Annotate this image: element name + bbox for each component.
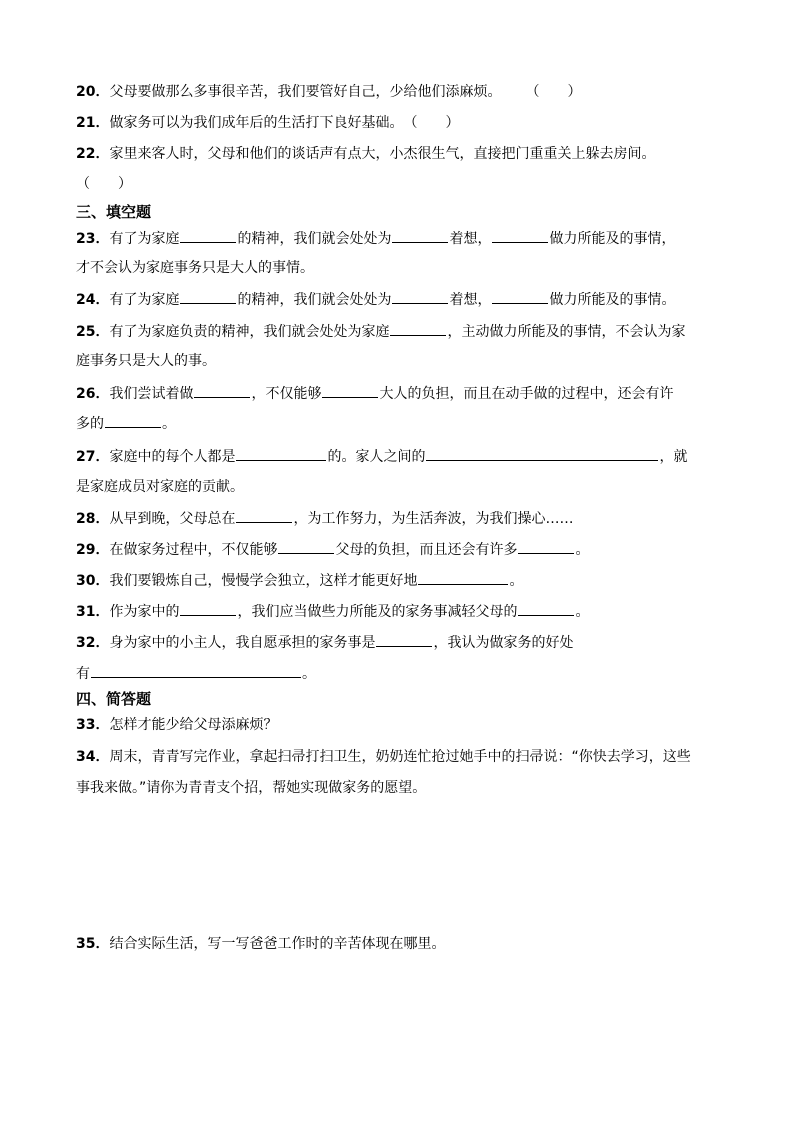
question-number: 20．	[76, 84, 110, 100]
question-text: 事我来做。”请你为青青支个招，帮她实现做家务的愿望。	[76, 780, 427, 796]
answer-blank[interactable]	[236, 508, 292, 523]
question-25	[76, 321, 714, 342]
answer-blank[interactable]	[278, 539, 334, 554]
question-text: 大人的负担，而且在动手做的过程中，还会有许	[379, 386, 674, 402]
answer-blank[interactable]	[105, 413, 161, 428]
question-text: 。	[575, 542, 590, 558]
question-text: 有了为家庭负责的精神，我们就会处处为家庭	[109, 324, 390, 340]
question-23-continued	[76, 258, 714, 278]
answer-blank[interactable]	[492, 289, 548, 304]
question-22	[76, 144, 714, 164]
answer-paren[interactable]: （ ）	[525, 84, 582, 100]
answer-blank[interactable]	[322, 383, 378, 398]
question-text: ，为工作努力，为生活奔波，为我们操心……	[293, 511, 574, 527]
question-28	[76, 508, 714, 529]
question-text: 在做家务过程中，不仅能够	[109, 542, 278, 558]
question-number: 27．	[76, 449, 110, 465]
question-text: ，我认为做家务的好处	[433, 635, 574, 651]
question-text: 作为家中的	[109, 604, 180, 620]
question-25-continued	[76, 351, 714, 371]
question-number: 22．	[76, 146, 110, 162]
question-text: ，不仅能够	[251, 386, 322, 402]
question-text: 的。家人之间的	[327, 449, 426, 465]
answer-paren[interactable]: （ ）	[76, 176, 132, 192]
question-text: 才不会认为家庭事务只是大人的事情。	[76, 260, 314, 276]
question-text: 做力所能及的事情。	[549, 292, 676, 308]
answer-blank[interactable]	[390, 321, 446, 336]
answer-blank[interactable]	[426, 446, 658, 461]
question-text: ，主动做力所能及的事情，不会认为家	[447, 324, 686, 340]
question-23	[76, 228, 714, 249]
question-text: 。	[575, 604, 590, 620]
question-text: 做力所能及的事情，	[549, 231, 676, 247]
question-number: 32．	[76, 635, 110, 651]
answer-blank[interactable]	[236, 446, 326, 461]
question-number: 34．	[76, 749, 110, 765]
question-number: 21．	[76, 115, 110, 131]
question-text: 。	[509, 573, 524, 589]
question-number: 31．	[76, 604, 110, 620]
answer-blank[interactable]	[418, 570, 508, 585]
answer-blank[interactable]	[392, 289, 448, 304]
answer-blank[interactable]	[518, 539, 574, 554]
question-text: 着想，	[449, 292, 492, 308]
question-33	[76, 715, 714, 735]
question-20	[76, 82, 714, 102]
question-text: 着想，	[449, 231, 492, 247]
question-text: 是家庭成员对家庭的贡献。	[76, 479, 244, 495]
question-text: 家里来客人时，父母和他们的谈话声有点大，小杰很生气，直接把门重重关上躲去房间。	[109, 146, 656, 162]
question-number: 29．	[76, 542, 110, 558]
question-text: ，我们应当做些力所能及的家务事减轻父母的	[237, 604, 518, 620]
question-text: 有了为家庭	[109, 292, 180, 308]
question-text: 有了为家庭	[109, 231, 180, 247]
question-30	[76, 570, 714, 591]
question-32	[76, 632, 714, 653]
question-text: 庭事务只是大人的事。	[76, 353, 216, 369]
question-27-continued	[76, 477, 714, 497]
question-35	[76, 934, 714, 954]
question-text: 的精神，我们就会处处为	[237, 292, 392, 308]
answer-blank[interactable]	[392, 228, 448, 243]
question-text: 我们尝试着做	[109, 386, 194, 402]
question-number: 26．	[76, 386, 110, 402]
answer-blank[interactable]	[518, 601, 574, 616]
question-26-continued	[76, 413, 714, 434]
question-text: 。	[162, 416, 176, 432]
question-text: 父母要做那么多事很辛苦，我们要管好自己，少给他们添麻烦。	[109, 84, 502, 100]
question-31	[76, 601, 714, 622]
answer-blank[interactable]	[492, 228, 548, 243]
question-number: 35．	[76, 936, 110, 952]
question-text: 父母的负担，而且还会有许多	[335, 542, 518, 558]
question-text: 的精神，我们就会处处为	[237, 231, 392, 247]
answer-blank[interactable]	[91, 663, 301, 678]
question-32-continued	[76, 663, 714, 684]
question-number: 23．	[76, 231, 110, 247]
question-text: 做家务可以为我们成年后的生活打下良好基础。	[109, 115, 404, 131]
question-21	[76, 113, 714, 133]
question-number: 33．	[76, 717, 110, 733]
question-22-paren-line	[76, 174, 714, 194]
answer-blank[interactable]	[376, 632, 432, 647]
question-text: 结合实际生活，写一写爸爸工作时的辛苦体现在哪里。	[109, 936, 446, 952]
question-text: ，就	[659, 449, 688, 465]
answer-paren[interactable]: （ ）	[403, 115, 460, 131]
answer-blank[interactable]	[180, 289, 236, 304]
question-text: 家庭中的每个人都是	[109, 449, 236, 465]
question-34-continued	[76, 778, 714, 798]
question-34	[76, 747, 714, 767]
question-number: 28．	[76, 511, 110, 527]
question-text: 周末，青青写完作业，拿起扫帚打扫卫生，奶奶连忙抢过她手中的扫帚说：“你快去学习，这些	[109, 749, 691, 765]
question-text: 从早到晚，父母总在	[109, 511, 236, 527]
question-number: 24．	[76, 292, 110, 308]
answer-blank[interactable]	[180, 228, 236, 243]
question-text: 有	[76, 666, 90, 682]
section-heading-short-answer: 四、简答题	[76, 690, 152, 708]
question-text: 我们要锻炼自己，慢慢学会独立，这样才能更好地	[109, 573, 418, 589]
answer-blank[interactable]	[194, 383, 250, 398]
question-29	[76, 539, 714, 560]
section-heading-fill-in: 三、填空题	[76, 203, 152, 221]
question-27	[76, 446, 714, 467]
question-text: 怎样才能少给父母添麻烦？	[109, 717, 278, 733]
question-text: 多的	[76, 416, 104, 432]
question-text: 。	[302, 666, 316, 682]
question-26	[76, 383, 714, 404]
question-number: 25．	[76, 324, 110, 340]
answer-blank[interactable]	[180, 601, 236, 616]
question-text: 身为家中的小主人，我自愿承担的家务事是	[109, 635, 376, 651]
question-number: 30．	[76, 573, 110, 589]
question-24	[76, 289, 714, 310]
